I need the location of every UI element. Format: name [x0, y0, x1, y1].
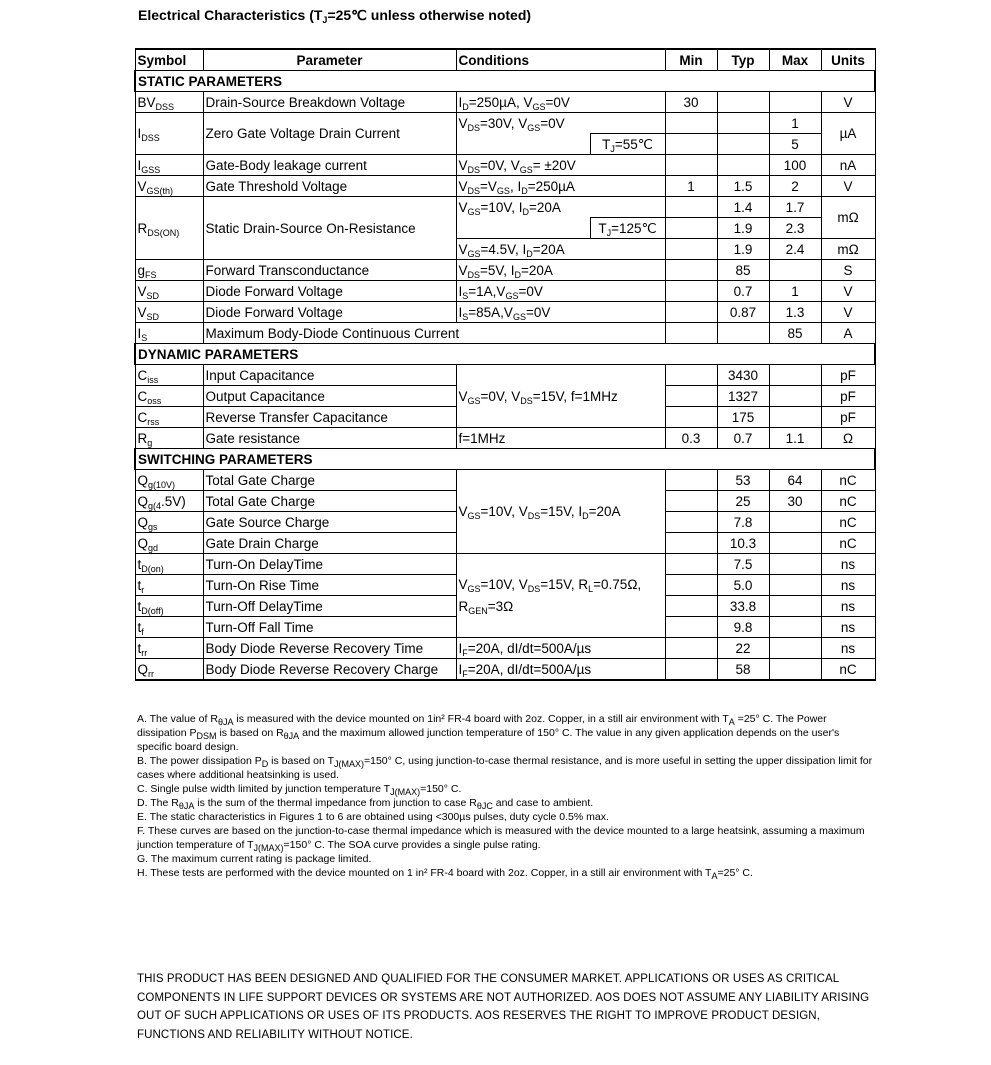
table-header-row: [135, 49, 875, 71]
max-cell: [769, 575, 821, 596]
table-row: [135, 470, 875, 491]
table-row: [135, 302, 875, 323]
section-static: STATIC PARAMETERS: [135, 71, 875, 92]
typ-cell: 1.5: [717, 176, 769, 197]
parameter-cell: Body Diode Reverse Recovery Time: [203, 638, 456, 659]
symbol-cell: $Q_{gd}$: [135, 533, 203, 554]
conditions-cell: $I_D=250\mu A$, $V_{GS}=0V$: [456, 92, 665, 113]
table-row: [135, 176, 875, 197]
max-cell: [769, 260, 821, 281]
max-cell: [769, 659, 821, 681]
conditions-cell: f=1MHz: [456, 428, 665, 449]
parameter-cell: Gate-Body leakage current: [203, 155, 456, 176]
table-row: [135, 155, 875, 176]
symbol-cell: $I_S$: [135, 323, 203, 344]
footnote-a: A. The value of $R_{\theta JA}$ is measured with the device mounted on 1in² FR-4 board with 2oz. Copper, in a still air environment with $T_A =25^\circ$ C. The Power dissipation $P_{DSM}$ is based on $R_{\theta JA}$ and the maximum allowed junction temperature of 150° C. The value in any given application depends on the user's specific board design.: [137, 713, 840, 753]
symbol-cell: $V_{GS(th)}$: [135, 176, 203, 197]
switch-conditions-line2: $R_{GEN}=3\Omega$: [458, 598, 514, 616]
typ-cell: 0.87: [717, 302, 769, 323]
max-cell: 1: [769, 281, 821, 302]
table-row: [135, 554, 875, 575]
typ-cell: 1.9: [717, 218, 769, 239]
unit-cell: nC: [821, 533, 875, 554]
header-conditions: Conditions: [456, 49, 665, 71]
typ-cell: 85: [717, 260, 769, 281]
typ-cell: [717, 92, 769, 113]
table-row: [135, 638, 875, 659]
unit-cell: nC: [821, 512, 875, 533]
parameter-cell: Reverse Transfer Capacitance: [203, 407, 456, 428]
footnote-f: F. These curves are based on the junction-to-case thermal impedance which is measured with the device mounted to a large heatsink, assuming a maximum junction temperature of $T_{J(MAX)}=150^\circ$ C. The SOA curve provides a single pulse rating.: [137, 825, 865, 853]
parameter-cell: Gate Source Charge: [203, 512, 456, 533]
typ-cell: 175: [717, 407, 769, 428]
min-cell: [665, 281, 717, 302]
footnote-d: D. The $R_{\theta JA}$ is the sum of the thermal impedance from junction to case $R_{\theta JC}$ and case to ambient.: [137, 797, 594, 811]
max-cell: 5: [769, 134, 821, 155]
footnote-c: C. Single pulse width limited by junction temperature $T_{J(MAX)}=150^\circ$ C.: [137, 783, 462, 797]
min-cell: 1: [665, 176, 717, 197]
max-cell: 2.4: [769, 239, 821, 260]
min-cell: [665, 260, 717, 281]
header-parameter: Parameter: [203, 49, 456, 71]
max-cell: [769, 533, 821, 554]
conditions-cell: $I_S=85A,V_{GS}=0V$: [456, 302, 665, 323]
section-dynamic: DYNAMIC PARAMETERS: [135, 344, 875, 365]
table-row: [135, 428, 875, 449]
unit-cell: V: [821, 176, 875, 197]
typ-cell: 0.7: [717, 281, 769, 302]
max-cell: 85: [769, 323, 821, 344]
symbol-cell: $Q_{gs}$: [135, 512, 203, 533]
parameter-cell: Drain-Source Breakdown Voltage: [203, 92, 456, 113]
symbol-cell: $Q_{rr}$: [135, 659, 203, 681]
max-cell: [769, 386, 821, 407]
typ-cell: 7.8: [717, 512, 769, 533]
max-cell: [769, 512, 821, 533]
typ-cell: 22: [717, 638, 769, 659]
max-cell: 1.1: [769, 428, 821, 449]
typ-cell: 3430: [717, 365, 769, 386]
max-cell: [769, 407, 821, 428]
parameter-cell: Turn-Off DelayTime: [203, 596, 456, 617]
conditions-cell: $V_{DS}=30V$, $V_{GS}=0V$: [456, 113, 665, 134]
symbol-cell: $V_{SD}$: [135, 281, 203, 302]
footnote-g: G. The maximum current rating is package limited.: [137, 853, 372, 865]
symbol-cell: $t_{D(off)}$: [135, 596, 203, 617]
table-row: [135, 659, 875, 681]
min-cell: [665, 323, 717, 344]
symbol-cell: $C_{oss}$: [135, 386, 203, 407]
unit-cell: µA: [821, 113, 875, 155]
typ-cell: 1.4: [717, 197, 769, 218]
max-cell: [769, 596, 821, 617]
symbol-cell: $C_{rss}$: [135, 407, 203, 428]
unit-cell: pF: [821, 407, 875, 428]
parameter-cell: Total Gate Charge: [203, 470, 456, 491]
header-units: Units: [821, 49, 875, 71]
typ-cell: 33.8: [717, 596, 769, 617]
typ-cell: [717, 113, 769, 134]
unit-cell: S: [821, 260, 875, 281]
table-row: [135, 323, 875, 344]
unit-cell: nC: [821, 659, 875, 681]
header-min: Min: [665, 49, 717, 71]
disclaimer: THIS PRODUCT HAS BEEN DESIGNED AND QUALIFIED FOR THE CONSUMER MARKET. APPLICATIONS OR USES AS CRITICAL COMPONENTS IN LIFE SUPPORT DEVICES OR SYSTEMS ARE NOT AUTHORIZED. AOS DOES NOT ASSUME ANY LIABILITY ARISING OUT OF SUCH APPLICATIONS OR USES OF ITS PRODUCTS. AOS RESERVES THE RIGHT TO IMPROVE PRODUCT DESIGN, FUNCTIONS AND RELIABILITY WITHOUT NOTICE.: [137, 973, 870, 1041]
parameter-cell: Gate resistance: [203, 428, 456, 449]
typ-cell: 25: [717, 491, 769, 512]
max-cell: 30: [769, 491, 821, 512]
min-cell: [665, 365, 717, 386]
max-cell: 100: [769, 155, 821, 176]
symbol-cell: $g_{FS}$: [135, 260, 203, 281]
symbol-cell: $C_{iss}$: [135, 365, 203, 386]
header-symbol: Symbol: [135, 49, 203, 71]
symbol-cell: $Q_{g(10V)}$: [135, 470, 203, 491]
page-title: Electrical Characteristics ($T_J=25℃$ unless otherwise noted): [138, 7, 532, 25]
min-cell: [665, 554, 717, 575]
typ-cell: 10.3: [717, 533, 769, 554]
typ-cell: 5.0: [717, 575, 769, 596]
unit-cell: ns: [821, 596, 875, 617]
max-cell: [769, 638, 821, 659]
min-cell: [665, 512, 717, 533]
footnote-e: E. The static characteristics in Figures 1 to 6 are obtained using <300µs pulses, duty cycle 0.5% max.: [137, 811, 609, 823]
unit-cell: nC: [821, 491, 875, 512]
table-row: [135, 92, 875, 113]
max-cell: 2.3: [769, 218, 821, 239]
symbol-cell: $I_{GSS}$: [135, 155, 203, 176]
symbol-cell: $t_{rr}$: [135, 638, 203, 659]
unit-cell: mΩ: [821, 239, 875, 260]
unit-cell: nC: [821, 470, 875, 491]
conditions-tj-cell: $T_J=55℃$: [590, 134, 665, 155]
footnotes: [137, 712, 877, 880]
typ-cell: 1327: [717, 386, 769, 407]
min-cell: [665, 533, 717, 554]
min-cell: [665, 470, 717, 491]
min-cell: [665, 491, 717, 512]
unit-cell: nA: [821, 155, 875, 176]
conditions-blank: [456, 218, 590, 239]
symbol-cell: $Q_{g(4}.5V$): [135, 491, 203, 512]
symbol-cell: $t_r$: [135, 575, 203, 596]
min-cell: [665, 617, 717, 638]
conditions-cell: $V_{GS}=10V$, $V_{DS}=15V$, $I_D=20A$: [456, 470, 665, 554]
conditions-cell: $V_{DS}=5V$, $I_D=20A$: [456, 260, 665, 281]
parameter-cell: Input Capacitance: [203, 365, 456, 386]
parameter-cell: Diode Forward Voltage: [203, 302, 456, 323]
table-row: [135, 113, 875, 134]
max-cell: [769, 554, 821, 575]
conditions-tj-cell: $T_J=125℃$: [590, 218, 665, 239]
conditions-cell: $V_{DS}=0V$, $V_{GS}= \pm 20V$: [456, 155, 665, 176]
conditions-cell: $I_F=20A$, dI/dt=500A/µs: [456, 638, 665, 659]
typ-cell: [717, 323, 769, 344]
min-cell: 0.3: [665, 428, 717, 449]
min-cell: [665, 659, 717, 681]
max-cell: 2: [769, 176, 821, 197]
min-cell: [665, 239, 717, 260]
unit-cell: ns: [821, 554, 875, 575]
footnote-b: B. The power dissipation $P_D$ is based on $T_{J(MAX)}=150^\circ$ C, using junction-to-case thermal resistance, and is more useful in setting the upper dissipation limit for cases where additional heatsinking is used.: [137, 755, 873, 781]
header-typ: Typ: [717, 49, 769, 71]
symbol-cell: $t_f$: [135, 617, 203, 638]
conditions-cell: $I_S=1A,V_{GS}=0V$: [456, 281, 665, 302]
typ-cell: [717, 155, 769, 176]
unit-cell: A: [821, 323, 875, 344]
typ-cell: 53: [717, 470, 769, 491]
parameter-cell: Forward Transconductance: [203, 260, 456, 281]
unit-cell: V: [821, 281, 875, 302]
max-cell: [769, 617, 821, 638]
min-cell: [665, 596, 717, 617]
unit-cell: pF: [821, 386, 875, 407]
table-row: [135, 260, 875, 281]
conditions-cell: $V_{GS}=4.5V$, $I_D=20A$: [456, 239, 665, 260]
max-cell: 64: [769, 470, 821, 491]
footnote-h: H. These tests are performed with the device mounted on 1 in² FR-4 board with 2oz. Copper, in a still air environment with $T_A=25^\circ$ C.: [137, 867, 753, 881]
section-row: [135, 449, 875, 470]
min-cell: [665, 218, 717, 239]
electrical-characteristics-table: [134, 48, 876, 681]
parameter-cell: Total Gate Charge: [203, 491, 456, 512]
unit-cell: mΩ: [821, 197, 875, 239]
parameter-cell: Zero Gate Voltage Drain Current: [203, 113, 456, 155]
typ-cell: 7.5: [717, 554, 769, 575]
min-cell: [665, 134, 717, 155]
conditions-cell: $V_{DS}=V_{GS}$, $I_D=250\mu A$: [456, 176, 665, 197]
section-row: [135, 344, 875, 365]
min-cell: [665, 302, 717, 323]
unit-cell: ns: [821, 617, 875, 638]
table-row: [135, 197, 875, 218]
symbol-cell: $V_{SD}$: [135, 302, 203, 323]
unit-cell: V: [821, 92, 875, 113]
typ-cell: 58: [717, 659, 769, 681]
unit-cell: V: [821, 302, 875, 323]
min-cell: [665, 113, 717, 134]
parameter-cell: Maximum Body-Diode Continuous Current: [203, 323, 665, 344]
symbol-cell: $t_{D(on)}$: [135, 554, 203, 575]
min-cell: [665, 638, 717, 659]
typ-cell: 1.9: [717, 239, 769, 260]
symbol-cell: $R_g$: [135, 428, 203, 449]
min-cell: [665, 197, 717, 218]
typ-cell: [717, 134, 769, 155]
parameter-cell: Gate Threshold Voltage: [203, 176, 456, 197]
symbol-cell: $R_{DS(ON)}$: [135, 197, 203, 260]
section-row: [135, 71, 875, 92]
typ-cell: 9.8: [717, 617, 769, 638]
conditions-cell: $V_{GS}=0V$, $V_{DS}=15V$, f=1MHz: [456, 365, 665, 428]
max-cell: 1: [769, 113, 821, 134]
conditions-blank: [456, 134, 590, 155]
conditions-cell: $I_F=20A$, dI/dt=500A/µs: [456, 659, 665, 681]
typ-cell: 0.7: [717, 428, 769, 449]
min-cell: 30: [665, 92, 717, 113]
min-cell: [665, 575, 717, 596]
section-switching: SWITCHING PARAMETERS: [135, 449, 875, 470]
max-cell: [769, 365, 821, 386]
table-row: [135, 281, 875, 302]
parameter-cell: Static Drain-Source On-Resistance: [203, 197, 456, 260]
max-cell: 1.7: [769, 197, 821, 218]
parameter-cell: Turn-Off Fall Time: [203, 617, 456, 638]
header-max: Max: [769, 49, 821, 71]
min-cell: [665, 407, 717, 428]
parameter-cell: Gate Drain Charge: [203, 533, 456, 554]
symbol-cell: $BV_{DSS}$: [135, 92, 203, 113]
max-cell: [769, 92, 821, 113]
conditions-cell: [456, 554, 665, 638]
min-cell: [665, 386, 717, 407]
unit-cell: ns: [821, 575, 875, 596]
parameter-cell: Body Diode Reverse Recovery Charge: [203, 659, 456, 681]
parameter-cell: Turn-On DelayTime: [203, 554, 456, 575]
unit-cell: Ω: [821, 428, 875, 449]
unit-cell: pF: [821, 365, 875, 386]
table-row: [135, 365, 875, 386]
symbol-cell: $I_{DSS}$: [135, 113, 203, 155]
parameter-cell: Diode Forward Voltage: [203, 281, 456, 302]
min-cell: [665, 155, 717, 176]
max-cell: 1.3: [769, 302, 821, 323]
switch-conditions-line1: $V_{GS}=10V$, $V_{DS}=15V$, $R_L=0.75\Omega$,: [458, 576, 642, 594]
unit-cell: ns: [821, 638, 875, 659]
parameter-cell: Output Capacitance: [203, 386, 456, 407]
parameter-cell: Turn-On Rise Time: [203, 575, 456, 596]
conditions-cell: $V_{GS}=10V$, $I_D=20A$: [456, 197, 665, 218]
